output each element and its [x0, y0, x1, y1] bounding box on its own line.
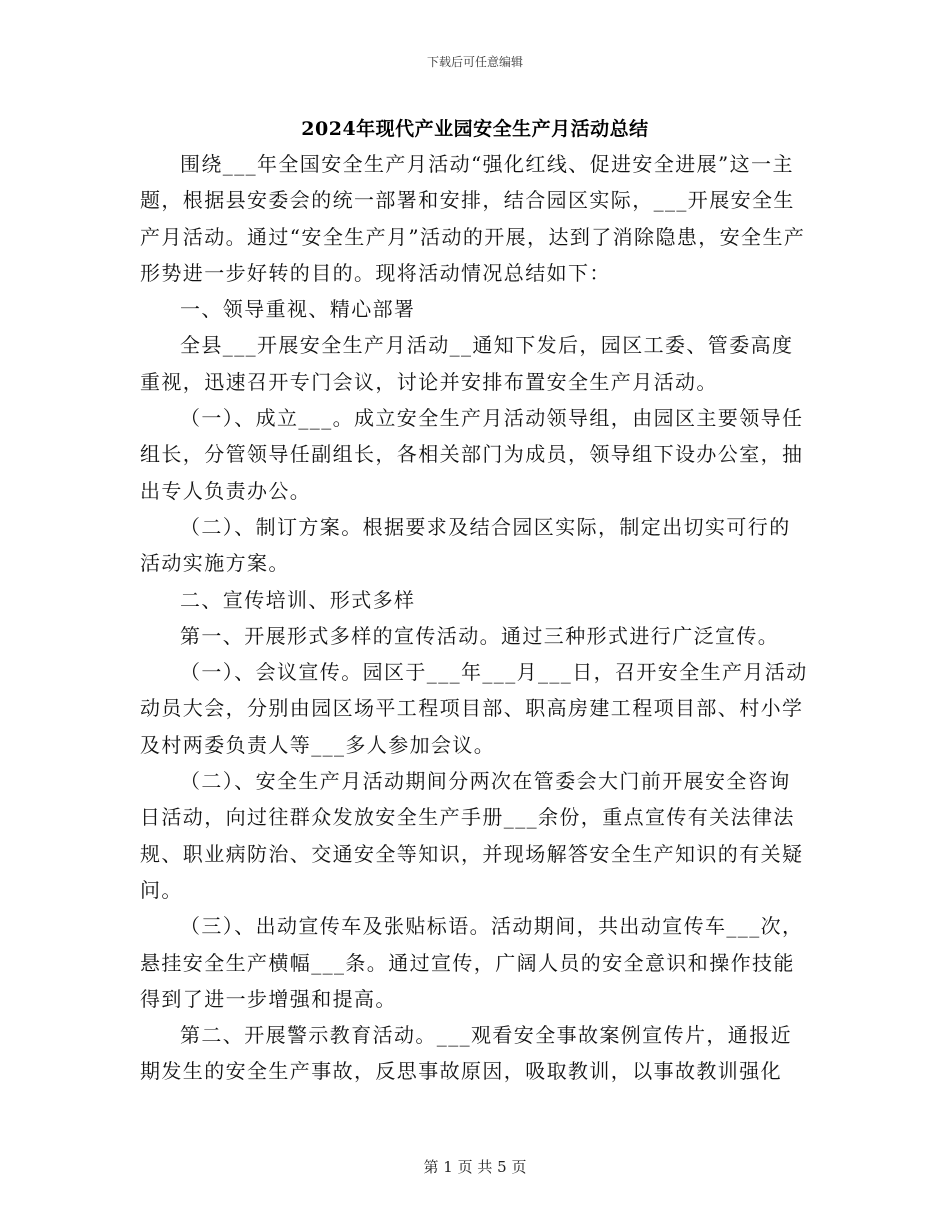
paragraph: 全县___开展安全生产月活动__通知下发后，园区工委、管委高度重视，迅速召开专门会议，讨论并安排布置安全生产月活动。	[140, 333, 794, 394]
paragraph-intro: 围绕___年全国安全生产月活动“强化红线、促进安全进展”这一主题，根据县安委会的统一部署和安排，结合园区实际，___开展安全生产月活动。通过“安全生产月”活动的开展，达到了消除隐患，安全生产形势进一步好转的目的。现将活动情况总结如下：	[140, 152, 806, 285]
paragraph: 第一、开展形式多样的宣传活动。通过三种形式进行广泛宣传。	[180, 623, 780, 648]
document-title: 2024年现代产业园安全生产月活动总结	[301, 118, 649, 140]
section-heading-2: 二、宣传培训、形式多样	[180, 587, 416, 612]
paragraph: （一）、成立___。成立安全生产月活动领导组，由园区主要领导任组长，分管领导任副组长，各相关部门为成员，领导组下设办公室，抽出专人负责办公。	[140, 406, 804, 503]
section-heading-1: 一、领导重视、精心部署	[180, 297, 416, 322]
paragraph: （二）、制订方案。根据要求及结合园区实际，制定出切实可行的活动实施方案。	[140, 514, 791, 576]
paragraph: （三）、出动宣传车及张贴标语。活动期间，共出动宣传车___次，悬挂安全生产横幅___条。通过宣传，广阔人员的安全意识和操作技能得到了进一步增强和提高。	[140, 914, 804, 1011]
paragraph: （二）、安全生产月活动期间分两次在管委会大门前开展安全咨询日活动，向过往群众发放安全生产手册___余份，重点宣传有关法律法规、职业病防治、交通安全等知识，并现场解答安全生产知识的有关疑问。	[140, 769, 804, 902]
paragraph: （一）、会议宣传。园区于___年___月___日，召开安全生产月活动动员大会，分别由园区场平工程项目部、职高房建工程项目部、村小学及村两委负责人等___多人参加会议。	[140, 660, 808, 757]
page-number: 第 1 页 共 5 页	[423, 1158, 527, 1176]
header-note: 下载后可任意编辑	[426, 55, 523, 69]
paragraph: 第二、开展警示教育活动。___观看安全事故案例宣传片，通报近期发生的安全生产事故，反思事故原因，吸取教训，以事故教训强化	[140, 1023, 792, 1084]
document-body	[140, 146, 808, 1090]
